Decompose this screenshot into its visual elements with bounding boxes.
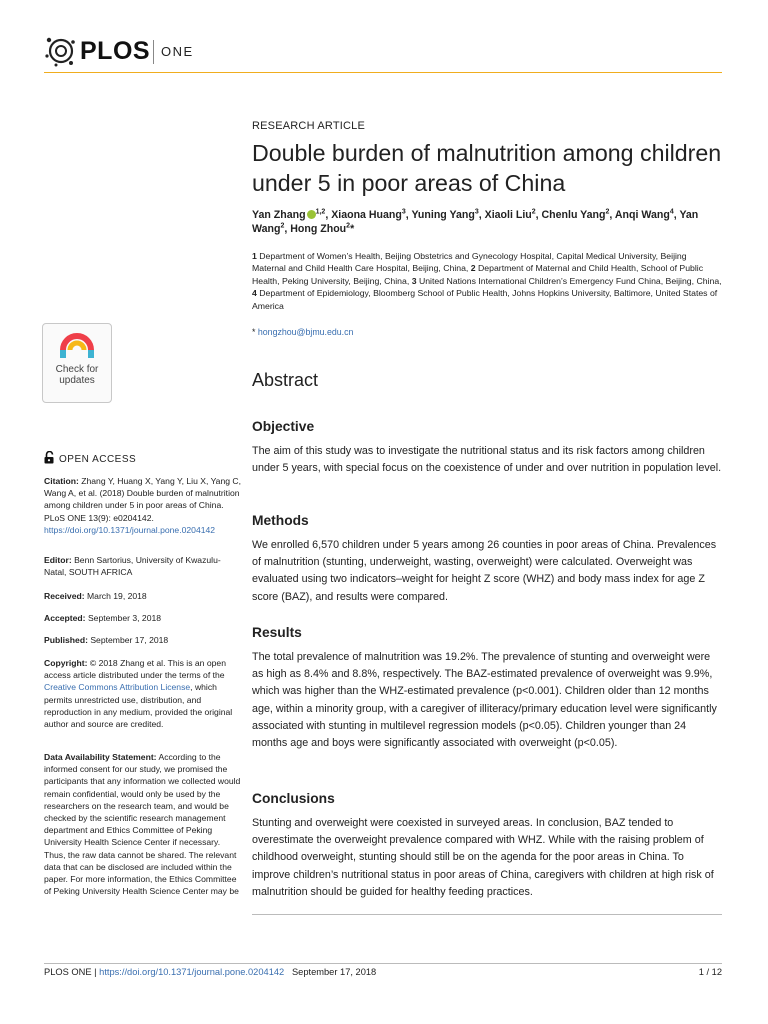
author-separator: , bbox=[325, 209, 332, 221]
corresponding-marker: * bbox=[350, 222, 355, 235]
email-link[interactable]: hongzhou@bjmu.edu.cn bbox=[257, 327, 354, 337]
author-list bbox=[252, 209, 722, 236]
author-name[interactable]: Chenlu Yang bbox=[541, 209, 606, 221]
affiliation-number: 4 bbox=[252, 288, 257, 299]
accepted-block bbox=[44, 612, 242, 624]
author-separator: , bbox=[284, 222, 291, 235]
corresponding-email bbox=[252, 327, 353, 337]
logo-plos-text: PLOS bbox=[80, 37, 151, 65]
published-date: September 17, 2018 bbox=[90, 635, 169, 645]
author-name[interactable]: Yan Zhang bbox=[252, 209, 306, 221]
published-block bbox=[44, 634, 242, 646]
citation-text: Zhang Y, Huang X, Yang Y, Liu X, Yang C, Wang A, et al. (2018) Double burden of malnutrition among children under 5 in poor areas of China. PLoS ONE 13(9): e0204142. bbox=[44, 476, 241, 523]
author-separator: , bbox=[405, 209, 412, 221]
article-type: RESEARCH ARTICLE bbox=[252, 120, 366, 132]
results-heading: Results bbox=[252, 625, 302, 640]
citation-block bbox=[44, 475, 242, 536]
objective-heading: Objective bbox=[252, 419, 315, 434]
conclusions-text: Stunting and overweight were coexisted in surveyed areas. In conclusion, BAZ tended to overestimate the overweight prevalence compared with WHZ. While with the raising problem of childhood overweight, stunting should still be on the agenda for the poor areas in China. To improve children’s nutritional status in poor areas of China, caregivers with children at high risk of malnutrition should be guided for healthy feeding practices. bbox=[252, 817, 714, 898]
header-rule bbox=[44, 72, 722, 73]
editor-label: Editor: bbox=[44, 555, 72, 565]
author-name[interactable]: Anqi Wang bbox=[614, 209, 670, 221]
copyright-text: © 2018 Zhang et al. This is an open access article distributed under the terms of the bbox=[44, 658, 226, 681]
article-title: Double burden of malnutrition among children under 5 in poor areas of China bbox=[252, 140, 722, 196]
copyright-block bbox=[44, 657, 242, 730]
affiliation-text: Department of Epidemiology, Bloomberg School of Public Health, Johns Hopkins University, Baltimore, United States of America bbox=[252, 288, 718, 311]
author-name[interactable]: Yan Wang bbox=[252, 209, 699, 235]
author-name[interactable]: Hong Zhou bbox=[290, 222, 347, 235]
data-availability-label: Data Availability Statement: bbox=[44, 752, 157, 762]
copyright-label: Copyright: bbox=[44, 658, 88, 668]
author-separator: , bbox=[535, 209, 542, 221]
check-for-updates-badge[interactable] bbox=[42, 323, 112, 403]
plos-logo-icon bbox=[44, 34, 78, 68]
check-updates-line-1: Check for bbox=[55, 364, 99, 375]
footer-rule bbox=[44, 963, 722, 964]
received-label: Received: bbox=[44, 591, 85, 601]
logo-separator bbox=[153, 40, 154, 64]
editor-block bbox=[44, 554, 242, 578]
copyright-text-after: , which permits unrestricted use, distribution, and reproduction in any medium, provided the original author and source are credited. bbox=[44, 682, 233, 730]
author-name[interactable]: Xiaoli Liu bbox=[484, 209, 532, 221]
footer-journal: PLOS ONE bbox=[44, 967, 92, 977]
author-affiliation-sup: 2 bbox=[605, 208, 610, 216]
plos-one-logo bbox=[44, 34, 204, 70]
author-separator: , bbox=[478, 209, 485, 221]
author-affiliation-sup: 1,2 bbox=[315, 208, 326, 216]
received-block bbox=[44, 590, 242, 602]
logo-journal-text: ONE bbox=[161, 44, 194, 59]
section-divider bbox=[252, 914, 722, 915]
author-affiliation-sup: 3 bbox=[474, 208, 479, 216]
affiliation-number: 1 bbox=[252, 251, 257, 261]
accepted-date: September 3, 2018 bbox=[87, 613, 162, 623]
author-separator: , bbox=[673, 209, 680, 221]
author-affiliation-sup: 3 bbox=[401, 208, 406, 216]
affiliation-text: Department of Maternal and Child Health, School of Public Health, Peking University, Beijing, China, bbox=[252, 263, 704, 286]
author-name[interactable]: Yuning Yang bbox=[411, 209, 475, 221]
received-date: March 19, 2018 bbox=[87, 591, 147, 601]
footer-separator: | bbox=[94, 967, 97, 977]
citation-doi-link[interactable]: https://doi.org/10.1371/journal.pone.0204142 bbox=[44, 524, 216, 535]
affiliation-number: 2 bbox=[470, 263, 476, 274]
author-name[interactable]: Xiaona Huang bbox=[331, 209, 402, 221]
crossmark-icon bbox=[43, 324, 111, 364]
open-lock-icon bbox=[44, 451, 55, 464]
author-affiliation-sup: 2 bbox=[531, 208, 536, 216]
email-marker: * bbox=[252, 327, 256, 337]
footer-date: September 17, 2018 bbox=[291, 967, 377, 977]
results-text: The total prevalence of malnutrition was 19.2%. The prevalence of stunting and overweight were as high as 8.4% and 8.8%, respectively. The BAZ-estimated prevalence of overweight was 9.9%, which was higher than the WHZ-estimated prevalence (p<0.001). Children older than 12 months age, within a minority group, with a caregiver of illiteracy/primary education level were significantly associated with stunting in multilevel regression models (p<0.05). Children younger than 24 months age and boys were significantly associated with overweight (p<0.05). bbox=[252, 651, 717, 750]
open-access-label bbox=[44, 451, 244, 465]
data-availability-block bbox=[44, 751, 242, 897]
affiliation-text: Department of Women’s Health, Beijing Obstetrics and Gynecology Hospital, Capital Medical University, Beijing Maternal and Child Health Care Hospital, Beijing, China, bbox=[252, 251, 687, 274]
editor-text: Benn Sartorius, University of Kwazulu-Natal, SOUTH AFRICA bbox=[44, 555, 221, 578]
accepted-label: Accepted: bbox=[44, 613, 86, 623]
data-availability-text: According to the informed consent for our study, we promised the participants that any information we collected would remain confidential, would only be used by the researchers on the research team, and would be checked by the scientific research management department and Ethics Committee of Peking University Health Science Center if necessary. Thus, the raw data cannot be shared. The relevant data that can be disclosed are included within the paper. For more information, the Ethics Committee of Peking University Health Science Center may be bbox=[44, 752, 241, 897]
author-affiliation-sup: 4 bbox=[669, 208, 674, 216]
methods-text: We enrolled 6,570 children under 5 years among 26 counties in poor areas of China. Prevalences of malnutrition (stunting, underweight, wasting, overweight) were calculated. Overweight was evaluated using two indicators–weight for height Z score (WHZ) and body mass index for age Z score (BAZ), and results were compared. bbox=[252, 539, 717, 603]
affiliation-text: United Nations International Children’s Emergency Fund China, Beijing, China, bbox=[418, 275, 722, 286]
author-affiliation-sup: 2 bbox=[346, 221, 351, 229]
check-updates-line-2: updates bbox=[59, 375, 95, 386]
open-access-text: OPEN ACCESS bbox=[59, 454, 137, 465]
author-separator: , bbox=[609, 209, 615, 221]
abstract-heading: Abstract bbox=[252, 370, 319, 390]
citation-label: Citation: bbox=[44, 476, 79, 486]
objective-text: The aim of this study was to investigate the nutritional status and its risk factors among children under 5 years, with special focus on the coexistence of under and over nutrition in population level. bbox=[252, 445, 722, 475]
published-label: Published: bbox=[44, 635, 88, 645]
affiliation-number: 3 bbox=[411, 275, 417, 286]
author-affiliation-sup: 2 bbox=[280, 221, 285, 229]
affiliations bbox=[252, 250, 722, 312]
orcid-icon[interactable] bbox=[307, 210, 316, 219]
footer-citation bbox=[44, 967, 376, 977]
methods-heading: Methods bbox=[252, 513, 309, 528]
footer-doi-link[interactable]: https://doi.org/10.1371/journal.pone.0204142 bbox=[99, 967, 285, 977]
conclusions-heading: Conclusions bbox=[252, 791, 335, 806]
page-number: 1 / 12 bbox=[698, 967, 722, 977]
license-link[interactable]: Creative Commons Attribution License bbox=[44, 682, 191, 693]
